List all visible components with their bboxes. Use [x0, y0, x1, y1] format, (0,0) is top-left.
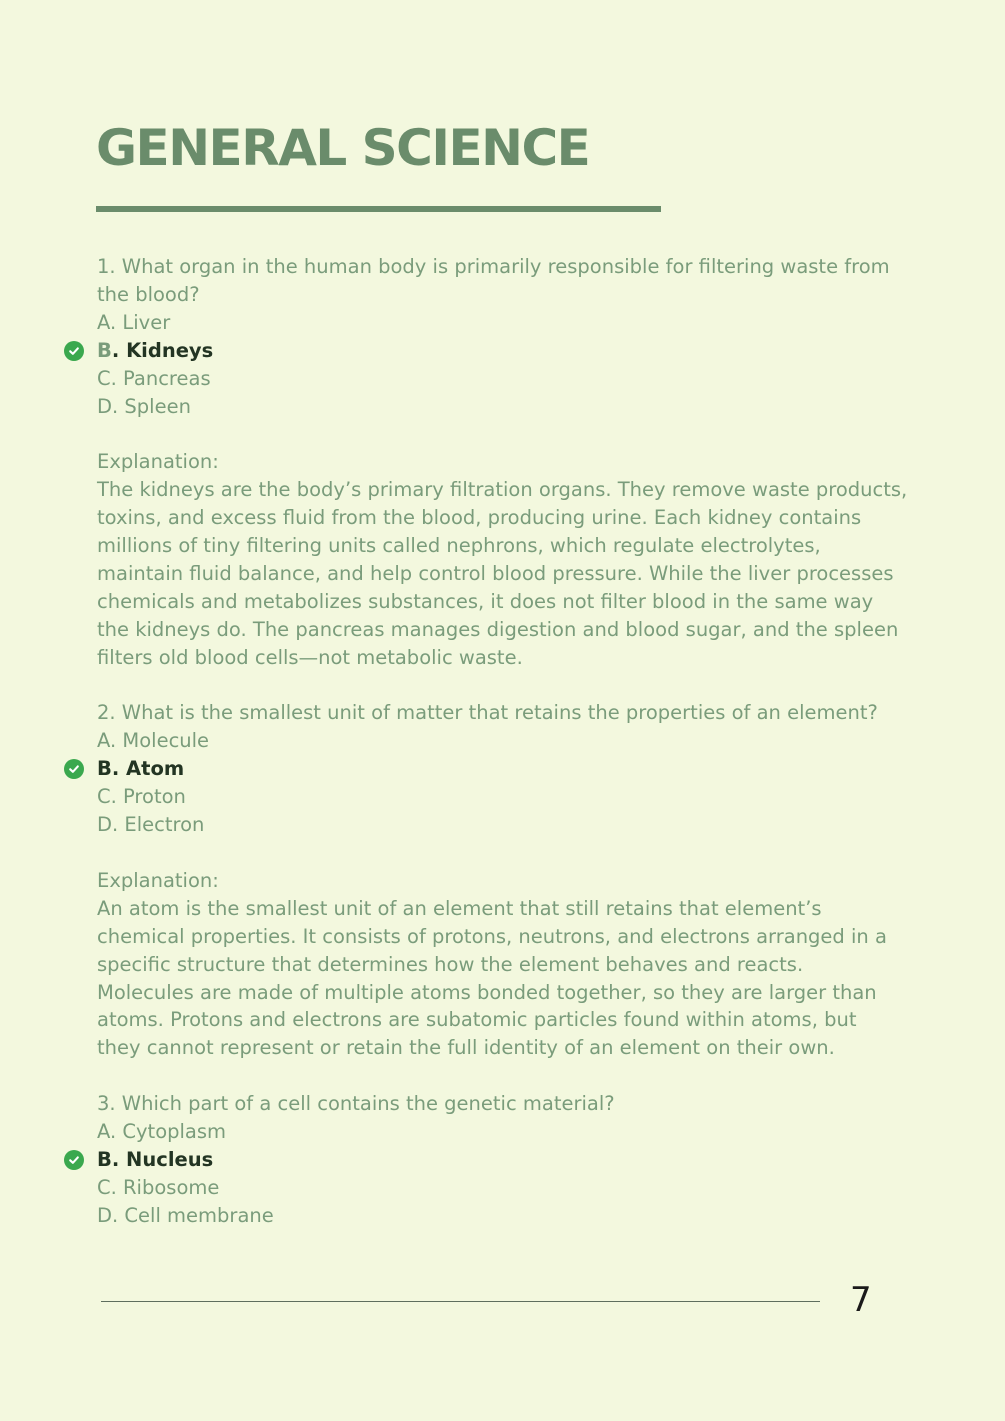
explanation-line: specific structure that determines how the element behaves and reacts.: [97, 952, 804, 976]
page-number: 7: [850, 1280, 872, 1320]
explanation-line: Molecules are made of multiple atoms bonded together, so they are larger than: [97, 980, 877, 1004]
quiz-content: [97, 253, 907, 1230]
option-d: D. Electron: [97, 813, 205, 837]
question-prompt-line: 3. Which part of a cell contains the genetic material?: [97, 1092, 615, 1116]
option-b-correct: [97, 1146, 907, 1174]
question-prompt-line: 1. What organ in the human body is primarily responsible for filtering waste from: [97, 255, 890, 278]
explanation-line: An atom is the smallest unit of an element that still retains that element’s: [97, 896, 822, 920]
option-text: B. Atom: [97, 757, 185, 781]
page-title: GENERAL SCIENCE: [96, 119, 590, 177]
check-circle-icon: [64, 341, 84, 361]
question-prompt-line: the blood?: [97, 282, 200, 306]
option-d: D. Cell membrane: [97, 1203, 274, 1227]
explanation-line: they cannot represent or retain the full identity of an element on their own.: [97, 1036, 835, 1060]
footer-divider: [101, 1301, 820, 1302]
option-a: A. Cytoplasm: [97, 1120, 227, 1144]
explanation-line: filters old blood cells—not metabolic waste.: [97, 645, 523, 669]
option-text: . Kidneys: [111, 338, 214, 362]
explanation-line: the kidneys do. The pancreas manages digestion and blood sugar, and the spleen: [97, 617, 899, 641]
question-1: [97, 253, 907, 672]
explanation-line: chemical properties. It consists of protons, neutrons, and electrons arranged in a: [97, 924, 887, 948]
explanation-label: Explanation:: [97, 450, 219, 474]
title-underline: [96, 206, 661, 212]
option-c: C. Proton: [97, 785, 186, 809]
check-circle-icon: [64, 759, 84, 779]
option-a: A. Liver: [97, 310, 171, 334]
option-a: A. Molecule: [97, 729, 210, 753]
question-3: [97, 1090, 907, 1230]
explanation-line: toxins, and excess fluid from the blood, producing urine. Each kidney contains: [97, 506, 862, 530]
explanation-line: chemicals and metabolizes substances, it does not filter blood in the same way: [97, 589, 874, 613]
option-b-correct: [97, 337, 907, 365]
explanation-label: Explanation:: [97, 868, 219, 892]
check-circle-icon: [64, 1150, 84, 1170]
option-c: C. Ribosome: [97, 1175, 220, 1199]
option-text: B. Nucleus: [97, 1147, 214, 1171]
explanation-line: atoms. Protons and electrons are subatomic particles found within atoms, but: [97, 1008, 857, 1032]
question-2: [97, 699, 907, 1062]
explanation-line: millions of tiny filtering units called nephrons, which regulate electrolytes,: [97, 534, 821, 558]
option-c: C. Pancreas: [97, 366, 211, 390]
option-b-correct: [97, 755, 907, 783]
option-d: D. Spleen: [97, 394, 191, 418]
explanation-line: maintain fluid balance, and help control blood pressure. While the liver processes: [97, 561, 894, 585]
explanation-line: The kidneys are the body’s primary filtration organs. They remove waste products,: [97, 478, 908, 502]
option-letter: B: [97, 338, 112, 362]
question-prompt-line: 2. What is the smallest unit of matter that retains the properties of an element?: [97, 701, 878, 725]
